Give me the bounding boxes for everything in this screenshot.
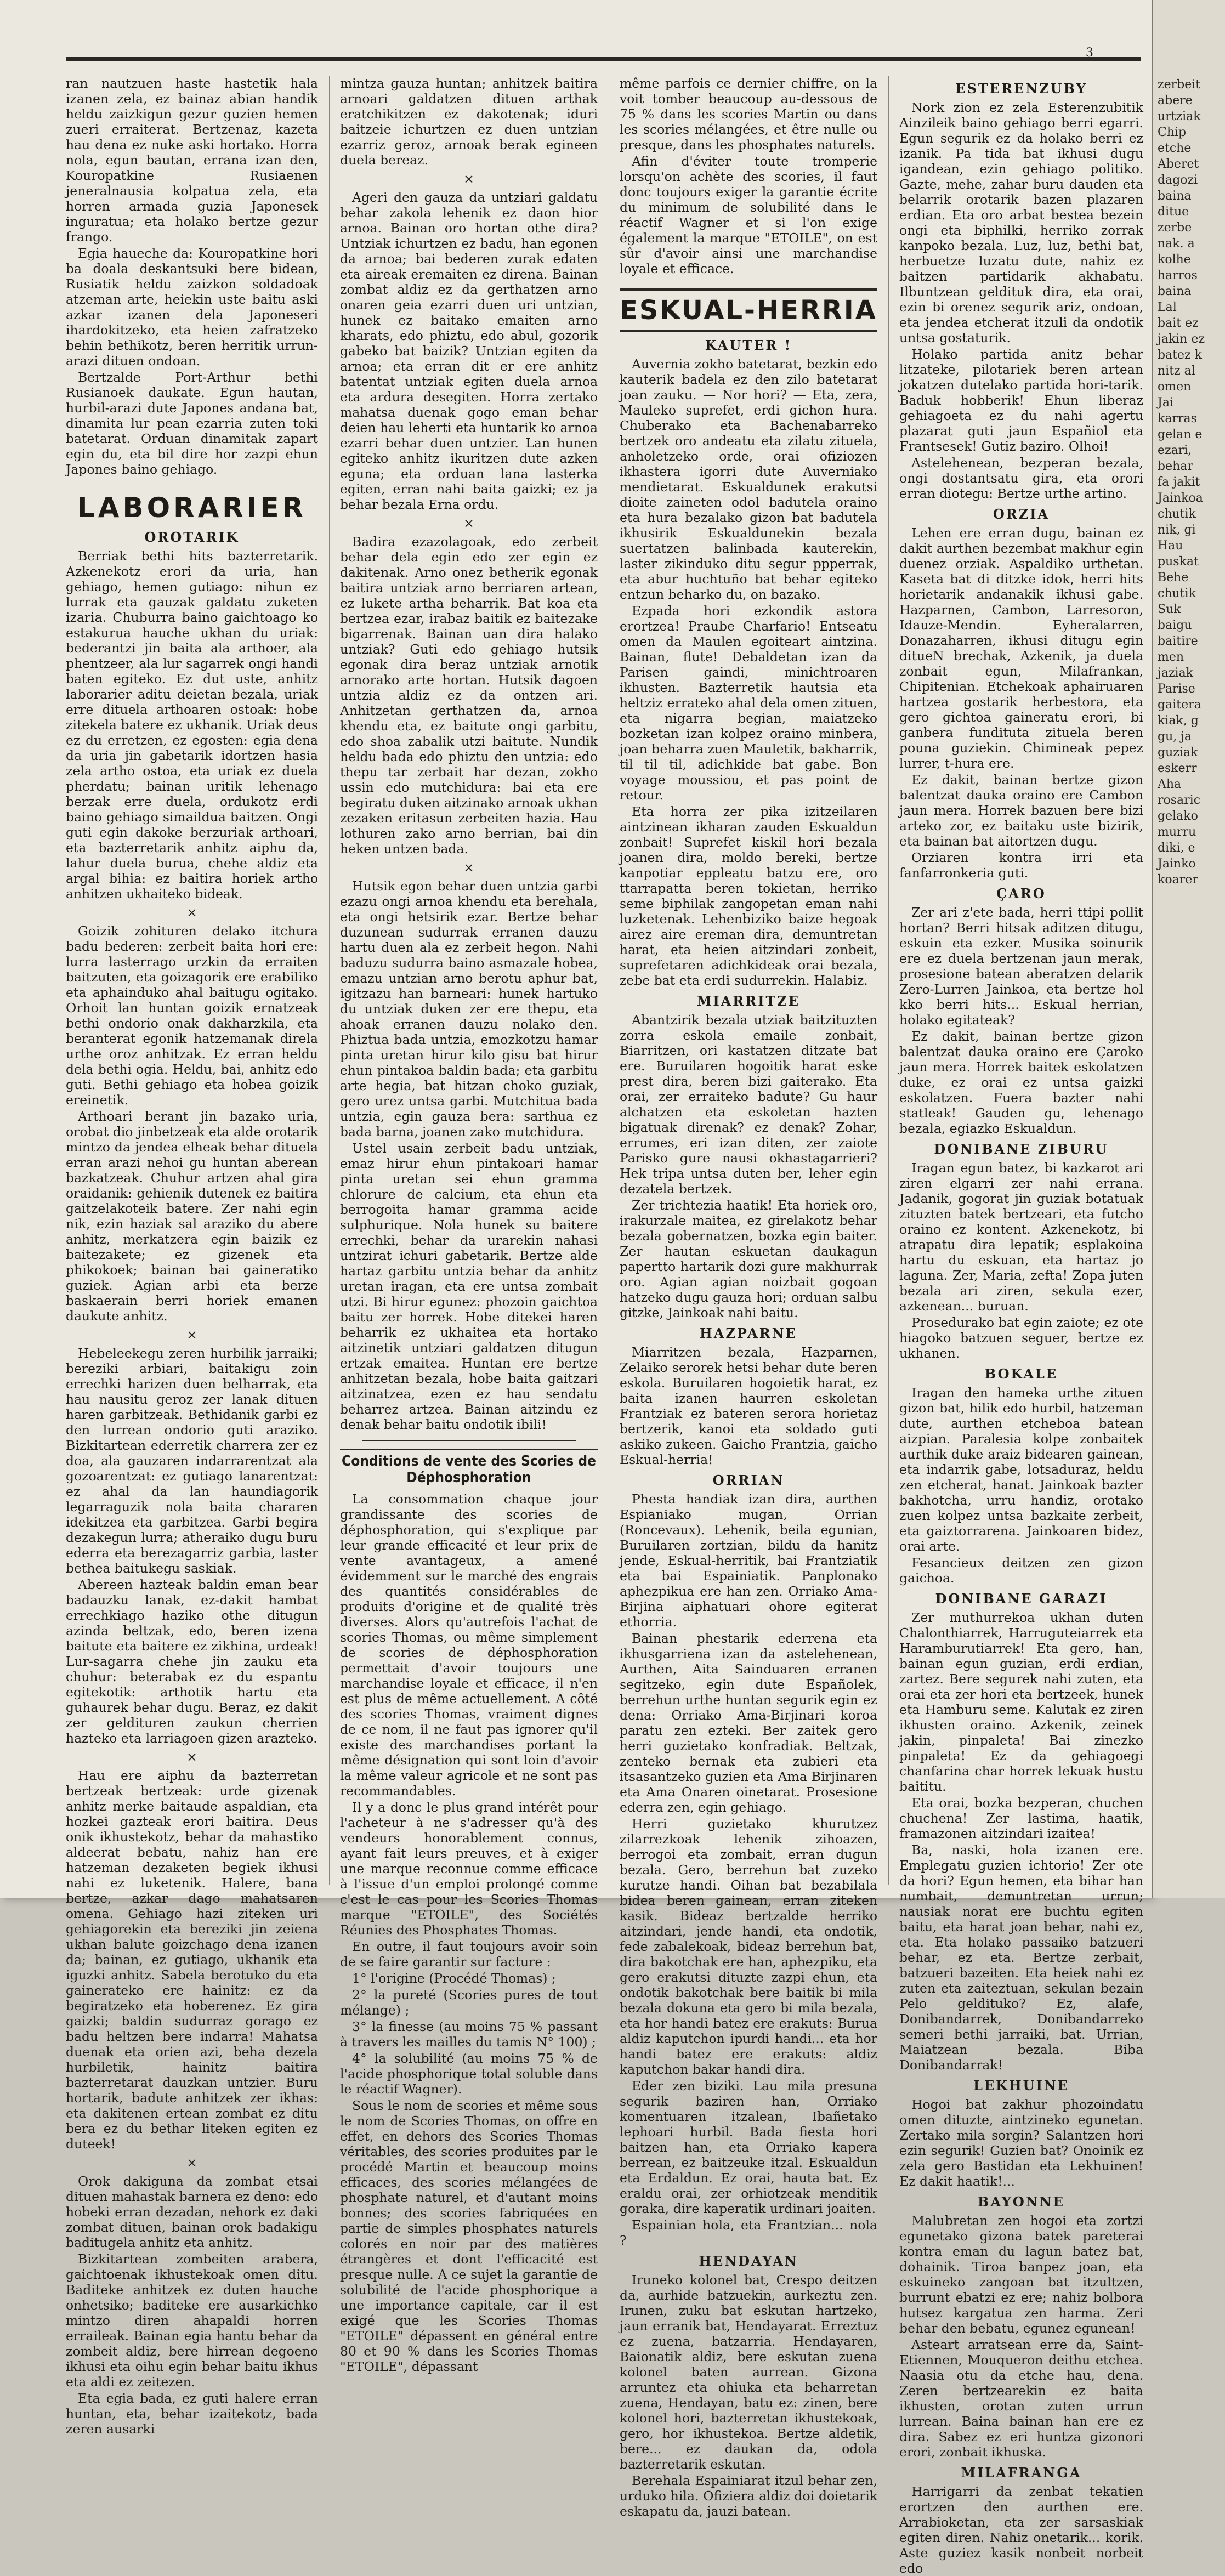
separator-mark: ×: [463, 515, 474, 531]
paragraph: Berehala Espainiarat itzul behar zen, urduko hila. Ofiziera aldiz doi doietarik eskapatu da, jauzi batean.: [620, 2473, 877, 2519]
paragraph: Nork zion ez zela Esterenzubitik Ainzileik baino gehiago berri egarri. Egun segurik ez da holako berri ez izanik. Pa tida bat ikhusi dugu igandean, ezin gehiago politiko. Gazte, mehe, zahar buru dauden eta belarrik orotarik bazen plazaren erdian. Eta oro arbat bestea bezein ongi eta biphilki, herriko zorrak kanpoko bezala. Luz, luz, bethi bat, herbuetze luzatu dute, nahiz ez baitzen partidarik akhabatu. Ilbuntzean geldituk dira, eta orai, ezin bi orenez segurik ariz, ondoan, eta jendea etcherat itzuli da ondotik untsa gostaturik.: [899, 100, 1143, 345]
column-2: [340, 76, 598, 2374]
column-1: [66, 76, 318, 2437]
column-4: [899, 76, 1143, 2576]
paragraph: Abereen hazteak baldin eman bear badauzku lanak, ez-dakit hambat errechkiago haziko othe ditugun azinda beltzak, edo, beren izena baitute eta baitere ez zikhina, urdeak! Lur-sagarra chehe jin zauku eta chuhur: beterabak ez du espantu egitekotik: arthotik hartu eta guhaurek behar dugu. Beraz, ez dakit zer geldituren zaukun cherrien hazteko eta larriagoen gizen arazteko.: [66, 1577, 318, 1746]
separator-mark: ×: [186, 905, 197, 920]
guarantee-item: 4° la solubilité (au moins 75 % de l'acide phosphorique total soluble dans le réactif Wagner).: [340, 2051, 598, 2097]
paragraph: Hebeleekegu zeren hurbilik jarraiki; bereziki arbiari, baitakigu zoin errechki harizen duen belharrak, eta hau nausitu geroz zer lanak dituen haren garbitzeak. Bethidanik garbi ez den lurrean ondorio guti araziko. Bizkitartean ederretik charrera zer ez doa, ala gauzaren indarrarentzat ala gozoarentzat: ez gutiago lanarentzat: ez ahal da lan haundiagorik legarraguzik nola baita chararen idekitzea eta garbitzea. Garbi begira dezakegun lurra; atheraiko dugu buru ederra eta berezagarriz garbia, laster bethea baitukegu saskiak.: [66, 1346, 318, 1576]
paragraph: mintza gauza huntan; anhitzek baitira arnoari galdatzen dituen arthak eratchikitzen ez dakotenak; iduri baitzeie ichurtzen ez duen untzian ezarriz geroz, arnoak berak egineen duela bereaz.: [340, 76, 598, 168]
subsection-title-donibane-garazi: DONIBANE GARAZI: [935, 1591, 1108, 1607]
paragraph: Orok dakiguna da zombat etsai dituen mahastak barnera ez deno: edo hobeki erran dezadan, nehork ez daki zombat dituen, bainan orok badakigu baditugela anhitz eta anhitz.: [66, 2174, 318, 2250]
subsection-title-orrian: ORRIAN: [712, 1472, 785, 1488]
subsection-title-kauter: KAUTER !: [705, 337, 792, 353]
paragraph: Egia haueche da: Kouropatkine hori ba doala deskantsuki bere bidean, Rusiatik heldu zaizkon soldadoak atzeman arte, heiekin uste baitu aski azkar izanen dela Japoneseri ihardokitzeko, eta heien zafratzeko behin bethikotz, beren herritik urrun-arazi dituen ondoan.: [66, 246, 318, 368]
paragraph: Abantzirik bezala utziak baitzituzten zorra eskola emaile zonbait, Biarritzen, ori kastatzen ditzate bat ere. Buruilaren hogoitik harat eske prest dira, beren bizi gaiterako. Eta orai, zer erraiteko badute? Gu haur alchatzen eta eskoletan hazten bigatuak direnak? ez denak? Zohar, errumes, eri izan diten, zer zaiote Parisko gure nausi okhastagarrieri? Hek tripa untsa duten ber, leher egin dezatela bertzek.: [620, 1012, 877, 1196]
paragraph: Miarritzen bezala, Hazparnen, Zelaiko serorek hetsi behar dute beren eskola. Buruilaren hogoietik harat, ez baita izanen haurren eskoletan Frantziak ez bateren serora horietaz bertzerik, kanoi eta soldado guti askiko zukeen. Gaicho Frantzia, gaicho Eskual-herria!: [620, 1344, 877, 1467]
guarantee-item: 1° l'origine (Procédé Thomas) ;: [352, 1971, 556, 1986]
paragraph: Ez dakit, bainan bertze gizon balentzat dauka oraino ere Cambon jaun mera. Horrek bazuen bere bizi arteko zor, ez baitaku uste bizirik, eta bainan bat aitortzen dugu.: [899, 772, 1143, 849]
paragraph: Ezpada hori ezkondik astora erortzea! Praube Charfario! Entseatu omen da Maulen egoiteart aintzina. Bainan, flute! Debaldetan izan da Parisen gaindi, minichtroaren ikhusten. Bazterretik hautsia eta heltziz errateko ahal dela omen zituen, eta nigarra begian, maiatzeko bozketan izan kolpez oraino minbera, joan beharra zuen Mauletik, bakharrik, til til til, adichkide bat gabe. Bon voyage moussiou, et pas point de retour.: [620, 603, 877, 803]
subsection-title-caro: ÇARO: [996, 886, 1046, 901]
subsection-title-miarritze: MIARRITZE: [696, 993, 801, 1009]
section-title-laborarier: LABORARIER: [77, 492, 307, 524]
paragraph: Iragan egun batez, bi kazkarot ari ziren elgarri zer nahi errana. Jadanik, gogorat jin guziak botatuak zituzten batek bertzeari, eta futcho oraino ez kontent. Azkenekotz, bi atrapatu dira lepatik; esplakoina hartu du eskuan, eta hartaz jo laguna. Zer, Maria, zefta! Zopa juten bezala ari ziren, sekula ezer, azkenean... buruan.: [899, 1160, 1143, 1314]
separator-mark: ×: [463, 860, 474, 875]
paragraph: Ez dakit, bainan bertze gizon balentzat dauka oraino ere Çaroko jaun mera. Horrek baitek eskolatzen duke, ez orai ez untsa gaizki eskolatzen. Fuera bazter nahi statleak! Gauden gu, lehenago bezala, egiazko Eskualdun.: [899, 1029, 1143, 1136]
column-divider: [888, 76, 889, 1885]
paragraph: Hutsik egon behar duen untzia garbi ezazu ongi arnoa khendu eta berehala, eta ongi hetsirik ezar. Bertze behar duzunean sudurrak erranen dauzu hartu duen ala ez zerbeit hegon. Nahi baduzu sudurra baino asmazale hobea, emazu untzian arno berotu aphur bat, igitzazu han barneari: hunek hartuko du untziak duken zer ere thepu, eta ahoak erranen dauzu nolako den. Phiztua bada untzia, emozkotzu hamar pinta uretan hirur kilo gisu bat hirur ehun pintakoa baldin bada; eta garbitu arte hegia, bat hitzan choko guziak, gero urez untsa garbi. Mutchitua bada untzia, egin gauza bera: sarthua ez bada barna, joanen zako mutchidura.: [340, 878, 598, 1139]
subsection-title-orotarik: OROTARIK: [144, 529, 240, 545]
paragraph: même parfois ce dernier chiffre, on la voit tomber beaucoup au-dessous de 75 % dans les scories Martin ou dans les scories mélangées, et être nulle ou presque, dans les phosphates naturels.: [620, 76, 877, 152]
paragraph: Zer trichtezia haatik! Eta horiek oro, irakurzale maitea, ez girelakotz behar bezala gobernatzen, bozka egin baiter. Zer hautan eskuetan daukagun papertto hartarik dozi gure makhurrak oro. Agian agian noizbait gogoan hatzeko dugu gauza hori; orduan salbu gitzke, Jainkoak nahi baitu.: [620, 1198, 877, 1320]
paragraph: Il y a donc le plus grand intérêt pour l'acheteur à ne s'adresser qu'à des vendeurs honorablement connus, ayant fait leurs preuves, et à exiger une marque reconnue comme efficace à l'issue d'un emploi prolongé comme c'est le cas pour les Scories Thomas marque "ETOILE", des Sociétés Réunies des Phosphates Thomas.: [340, 1800, 598, 1938]
paragraph: Iruneko kolonel bat, Crespo deitzen da, aurhide batzuekin, aurkeztu zen. Irunen, zuku bat eskutan hartzeko, jaun erranik bat, Hendayarat. Erreztuz ez zuena, batzarria. Hendayaren, Baionatik aldiz, bere eskutan zuena kolonel baten aurrean. Gizona arruntez eta ohiuka eta beharretan zuena, Hendayan, batu ez: zinen, bere kolonel hori, bazterretan ikhustekoak, gero, hor ikhustekoa. Bertze aldetik, bere... ez daukan da, odola bazterretarik eskutan.: [620, 2272, 877, 2472]
subsection-title-donibane-ziburu: DONIBANE ZIBURU: [934, 1141, 1109, 1157]
paragraph: Badira ezazolagoak, edo zerbeit behar dela egin edo zer egin ez dakitenak. Arno onez betherik egonak baitira untziak arno berriaren artean, ez lukete artha beharrik. Bat koa eta bertzea ezar, irabaz baitik ez baitezake bigarrenak. Bainan uan dira halako untziak? Guti edo gehiago hutsik egonak dira beraz untziak arnotik arnorako arte hortan. Hutsik dagoen untzia aldiz ez da ontzen ari. Anhitzetan gerthatzen da, arnoa khendu eta, ez baitute ongi garbitu, edo shoa zabalik utzi baitute. Nundik heldu bada edo phiztu den untzia: edo thepu tar zerbait har dezan, zokho ussin edo mutchidura: bai eta ere begiratu duken aitzinako arnoak ukhan zezaken eritasun zerbeiten hazia. Hau lothuren zako arno berrian, bai din heken untzen bada.: [340, 534, 598, 856]
subsection-title-milafranga: MILAFRANGA: [961, 2465, 1082, 2481]
paragraph: ran nautzuen haste hastetik hala izanen zela, ez bainaz abian handik heldu zaizkigun gezur guzien hemen zueri erraiterat. Bertzenaz, kazeta hau dena ez nuke aski hortako. Horra nola, egun bautan, errana izan den, Kouropatkine Rusiaenen jeneralnausia kolpatua zela, eta horren armada guzia Japonesek inguratua; eta holako bertze gezur frango.: [66, 76, 318, 245]
paragraph: Prosedurako bat egin zaiote; ez ote hiagoko batzuen seguer, bertze ez ukhanen.: [899, 1315, 1143, 1361]
subsection-title-bokale: BOKALE: [984, 1366, 1058, 1382]
separator-mark: ×: [186, 1749, 197, 1764]
paragraph: Eder zen biziki. Lau mila presuna segurik baziren han, Orriako komentuaren itzalean, Ibañetako lephoari hurbil. Bada fiesta hori baitzen han, eta Orriako kapera berrean, ez baitzeuke itzal. Eskualdun eta Erdaldun. Ez orai, hauta bat. Ez eraldu orai, zer orhiotzeak menditik goraka, dire kaperatik urdinari joaiten.: [620, 2078, 877, 2216]
paragraph: Bizkitartean zombeiten arabera, gaichtoenak ikhustekoak omen ditu. Baditeke anhitzek ez duten hauche onhetsiko; baditeke ere ausarkichko mintzo diren ahapaldi horren erraileak. Bainan egia hantu behar da zombeit aldiz, bere hirrean degoeno ikhusi eta oihu egin behar baitu ikhus eta aldi ez zeitezen.: [66, 2251, 318, 2390]
paragraph: Malubretan zen hogoi eta zortzi egunetako gizona batek pareterai kontra eman du lagun batez bat, dohainik. Tiroa banpez joan, eta eskuineko zangoan bat itzultzen, burrunt ebatzi ez ere; nahiz bolbora hutsez kargatua zen harma. Zeri behar den bebatu, egunez egunean!: [899, 2213, 1143, 2336]
paragraph: Eta orai, bozka bezperan, chuchen chuchena! Zer lastima, haatik, framazonen aitzindari izaitea!: [899, 1795, 1143, 1841]
subsection-title-hendayan: HENDAYAN: [699, 2253, 798, 2269]
paragraph: Asteart arratsean erre da, Saint-Etiennen, Mouqueron deithu etchea. Naasia otu da etche hau, dena. Zeren bertzearekin ez baita ikhusten, orotan zuten urrun lurrean. Baina bainan han ere ez dira. Sabez ez eri huntza gizonori erori, zonbait ikhuska.: [899, 2337, 1143, 2460]
paragraph: Ustel usain zerbeit badu untziak, emaz hirur ehun pintakoari hamar pinta uretan sei ehun gramma chlorure de calcium, eta ehun eta berrogoita hamar gramma acide sulphurique. Nola hunek su baitere errechki, behar da urarekin nahasi untzirat ichuri gabetarik. Bertze alde hartaz garbitu untzia behar da anhitz uretan iragan, eta ere untsa zombait utzi. Bi hirur egunez: phozoin gaichtoa baitu zer horrek. Hobe ditekei haren beharrik ez ukhaitea eta hortako aitzinetik untziari galdatzen ditugun ertzak emaitea. Huntan ere bertze anhitzetan bezala, hobe baita gaitzari aitzinatzea, ezen ez hau sendatu beharrez artzea. Bainan aitzindu ez denak behar baitu ondotik ibili!: [340, 1141, 598, 1432]
column-divider: [329, 76, 330, 1885]
section-title-eskual-herria: ESKUAL-HERRIA: [620, 288, 877, 332]
subsection-title-lekhuine: LEKHUINE: [973, 2078, 1070, 2093]
adjacent-page-text: zerbeit abere urtziak Chip etche Aberet dagozi baina ditue zerbe nak. a kolhe harros baina Lal bait ez jakin ez batez k nitz al omen Jai karras gelan e ezari, behar fa jakit Jainkoa chutik nik, gi Hau puskat Behe chutik Suk baigu baitire men jaziak Parise gaitera kiak, g gu, ja guziak eskerr Aha rosaric gelako murru diki, e Jainko koarer: [1158, 78, 1205, 887]
subsection-title-bayonne: BAYONNE: [978, 2194, 1065, 2210]
guarantee-item: 3° la finesse (au moins 75 % passant à travers les mailles du tamis N° 100) ;: [340, 2019, 598, 2050]
separator-mark: ×: [463, 171, 474, 186]
paragraph: Zer muthurrekoa ukhan duten Chalonthiarrek, Harruguteiarrek eta Haramburutiarrek! Eta gero, han, bainan egun guzian, erdi erdian, zartez. Bere segurek nahi zuten, eta orai eta zer hori eta bertzeek, hunek eta Hamburu seme. Kalutak ez ziren ikhusten oraino. Azkenik, zeinek jakin, pinpaleta! Bai zinezko pinpaleta! Ez da gehiagoegi chanfarina char horrek lekuak hustu baititu.: [899, 1610, 1143, 1794]
paragraph: Zer ari z'ete bada, herri ttipi pollit hortan? Berri hitsak aditzen ditugu, eskuin eta ezker. Musika soinurik ere ez duela bertzenan jaun merak, prosesione batean aberatzen delarik Zero-Lurren Jainkoa, eta bertze hol kko berri hits... Eskual herrian, holako egitateak?: [899, 905, 1143, 1028]
paragraph: Arthoari berant jin bazako uria, orobat dio jinbetzeak eta alde orotarik mintzo da jendea elheak behar dituela erran arazi nehoi gu huntan aberean bazkatzeak. Chuhur artzen ahal gira oraidanik: gehienik dutenek ez baitira gaitzelakoteik batere. Zer nahi egin nik, ezin haziak sal araziko du abere anhitz, merkatzera egin baizik ez baitezakete; ez gizenek eta phikokoek; bainan bai gaineratiko guziek. Agian arbi eta berze baskaerain berri horiek emanen daukute anhitz.: [66, 1109, 318, 1324]
paragraph: Eta egia bada, ez guti halere erran huntan, eta, behar izaitekotz, bada zeren ausarki: [66, 2391, 318, 2437]
paragraph: Astelehenean, bezperan bezala, ongi dostantsatu gira, eta orori erran diotegu: Bertze urthe artino.: [899, 455, 1143, 501]
article-title-conditions: Conditions de vente des Scories de Déphosphoration: [340, 1449, 598, 1486]
paragraph: Orziaren kontra irri eta fanfarronkeria guti.: [899, 850, 1143, 881]
paragraph: Bainan phestarik ederrena eta ikhusgarriena izan da astelehenean, Aurthen, Aita Sainduaren erranen segitzeko, egin dute Españolek, berrehun urthe huntan segurik egin ez dena: Orriako Ama-Birjinari koroa paratu zen ezteki. Ber zaitek gero herri guzietako konfradiak. Beltzak, zenteko bernak eta zubieri eta itsasantzeko guzien eta Ama Birjinaren eta Ama Onaren oinetarat. Prosesione ederra zen, egin gehiago.: [620, 1631, 877, 1815]
paragraph: Bertzalde Port-Arthur bethi Rusianoek daukate. Egun hautan, hurbil-arazi dute Japones andana bat, dinamita lur pean ezarria zuten toki batetarat. Orduan dinamitak zapart egin du, eta bil dire hor zazpi ehun Japones baino gehiago.: [66, 370, 318, 477]
subsection-title-esterenzuby: ESTERENZUBY: [955, 81, 1087, 97]
adjacent-page-edge: [1152, 0, 1225, 1898]
paragraph: Lehen ere erran dugu, bainan ez dakit aurthen bezembat makhur egin duenez orziak. Aspaldiko urthetan. Kaseta bat di ditzke idok, herri hits horietarik andanakik ikhusi gabe. Hazparnen, Cambon, Larresoron, Idauze-Mendin. Eyheralarren, Donazaharren, ikhusi ditugu egin ditueN brechak, Azkenik, ja duela zonbait egun, Milafrankan, Chipitenian. Etchekoak aphairuaren hartzea gostarik herbestora, eta gero gichtoa gaineratu erori, bi ganbera fundituta zituela beren pouna guziekin. Chimineak pepez lurrer, t-hura ere.: [899, 525, 1143, 771]
subsection-title-hazparne: HAZPARNE: [700, 1325, 797, 1341]
paragraph: Fesancieux deitzen zen gizon gaichoa.: [899, 1555, 1143, 1586]
paragraph: En outre, il faut toujours avoir soin de se faire garantir sur facture :: [340, 1939, 598, 1970]
guarantee-item: 2° la pureté (Scories pures de tout mélange) ;: [340, 1987, 598, 2018]
paragraph: Auvernia zokho batetarat, bezkin edo kauterik badela ez den zilo batetarat joan zauku. — Nor hori? — Eta, zera, Mauleko suprefet, erdi gichon hura. Chuberako eta Bachenabarreko bertzek oro andeatu eta zilatu zituela, anholetzeko orde, orai ofiziozen ikhastera igorri dute Auverniako mendietarat. Eskualdunek erakutsi dioite zaineten odol badutela oraino eta hura bezalako gizon bat badutela ikhusirik Eskualdunekin bezala suertatzen balinbada kauterekin, laster zikinduko ditu segur ppperrak, eta abur huchtuño bat behar egiteko entzun beharko du, on bazako.: [620, 356, 877, 602]
paragraph: Hogoi bat zakhur phozoindatu omen dituzte, aintzineko egunetan. Zertako mila sorgin? Salantzen hori ezin segurik! Guzien bat? Onoinik ez zela gero Bastidan eta Lekhuinen! Ez dakit haatik!...: [899, 2097, 1143, 2189]
paragraph: Hau ere aiphu da bazterretan bertzeak bertzeak: urde gizenak anhitz merke baitaude aspaldian, eta hozkei gazteak erori baitira. Deus onik ikhustekotz, behar da mahastiko aldeerat bebatu, nahiz han ere hatzeman dezaketen begiek ikhusi nahi ez luketenik. Halere, bana bertze, azkar dago mahatsaren omena. Gehiago hazi ziteken uri gehiagorekin eta bereziki jin zeiena ukhan balute goizchago dena izanen da; bainan, ez gutiago, ukhanik eta iguzki anhitz. Sabela berotuko du eta gainerateko ere hainitz: ez da begiratzeko eta hoberenez. Ez gira gaizki; baldin sudurraz gorago ez badu heltzen bere indarra! Mahatsa duenak eta orien azi, beha dezela hurbiletik, hainitz baitira bazterretarat dauzkan untzier. Buru hortarik, badute anhitzek zer ikhas: eta dakitenen ertean zombat ez ditu bera ez du bethar liteken egiten ez duteek!: [66, 1768, 318, 2152]
paragraph: La consommation chaque jour grandissante des scories de déphosphoration, qui s'explique par leur grande efficacité et leur prix de vente avantageux, a amené évidemment sur le marché des engrais des quantités considérables de produits d'origine et de qualité très diverses. Alors qu'autrefois l'achat de scories Thomas, ou même simplement de scories de déphosphoration permettait d'avoir toujours une marchandise loyale et efficace, il n'en est plus de même actuellement. A côté des scories Thomas, vraiment dignes de ce nom, il ne faut pas ignorer qu'il existe des marchandises portant la même désignation qui sont loin d'avoir la même valeur agricole et ne sont pas recommandables.: [340, 1491, 598, 1798]
paragraph: Afin d'éviter toute tromperie lorsqu'on achète des scories, il faut donc toujours exiger la garantie écrite du minimum de solubilité dans le réactif Wagner et si l'on exige également la marque "ETOILE", on est sûr d'avoir ainsi une marchandise loyale et efficace.: [620, 154, 877, 276]
paragraph: Harrigarri da zenbat tekatien erortzen den aurthen ere. Arrabioketan, eta zer sarsaskiak egiten diren. Nahiz onetarik... korik. Aste guziez kasik nonbeit norbeit edo: [899, 2484, 1143, 2576]
separator-mark: ×: [186, 1327, 197, 1342]
subsection-title-orzia: ORZIA: [993, 506, 1050, 522]
separator-mark: ×: [186, 2155, 197, 2170]
paragraph: Ba, naski, hola izanen ere. Emplegatu guzien ichtorio! Zer ote da hori? Egun hemen, eta bihar han numbait, demuntretan urrun; nausiak norat ere buchtu egiten baitu, eta harat joan behar, nahi ez, eta. Eta holako passaiko batzueri behar, ez eta. Bertze zerbait, batzueri bazeiten. Eta heiek nahi ez zuten eta zaiteztuan, sekulan bezain Pelo geldituko? Ez, alafe, Donibandarrek, Donibandarreko semeri bethi jarraiki, bat. Urrian, Maiatzean bezala. Biba Donibandarrak!: [899, 1842, 1143, 2073]
paragraph: Eta horra zer pika izitzeilaren aintzinean ikharan zauden Eskualdun zonbait! Suprefet kiskil hori bezala joanen dira, moldo bereki, bertze kanpotiar eppleatu batzu ere, oro ttarrapatta beren tokietan, herriko seme biphilak zangopetan eman nahi luzketenak. Lehenbiziko baize hegoak airez aire ereman dira, demuntretan harat, eta heien aitzindari zonbeit, suprefetaren adichkideak orai bezala, zebe bat eta erdi sudurrekin. Halabiz.: [620, 804, 877, 988]
top-rule: [66, 57, 1141, 61]
paragraph: Berriak bethi hits bazterretarik. Azkenekotz erori da uria, han gehiago, hemen gutiago: nihun ez lurrak eta gauzak galdatu zuketen izaria. Chuburra baino gaichtoago ko estakurua hauche ukhan du uriak: bederantzi jin baita ala arthoer, ala phentzeer, ala lur sagarrek ongi handi baten egiteko. Ez dut uste, anhitz laborarier aditu deietan bezala, uriak erre dituela arthoaren ostoak: hobe zitekela batere ez ukhanik. Uriak deus ez du erretzen, ez egosten: egia dena da uria jin gabetarik idortzen hasia zela artho ostoa, eta uriak ez duela pherdatu; bainan uritik lehenago berzak erre duela, ordukotz erdi baino gehiago simaildua baitzen. Ongi guti egin dakoke berzuriak arthoari, eta bazterretarik anhitz aiphu da, lahur duela burua, chehe aldiz eta argal bihia: ez baitira horiek artho anhitzen ukhaiteko bideak.: [66, 548, 318, 901]
paragraph: Ageri den gauza da untziari galdatu behar zakola lehenik ez daon hior arnoa. Bainan oro hortan othe dira? Untziak ichurtzen ez badu, han egonen da arnoa; bai bederen zurak edaten eta aireak eremaiten ez direna. Bainan zombat aldiz ez da gerthatzen arno onaren geia ezarri duen uri untzian, hunek ez baitako emaiten arno kharats, edo phiztu, edo abul, gozorik gabeko bat baizik? Untzian egiten da arnoa; eta erran dit er ere anhitz batentat untziak egiten duela arnoa eta ardura desegiten. Horra zertako mahatsa duenak gogo eman behar deien hau leherti eta huntarik ko arnoa ezarri behar duen untzier. Lan hunen egiteko anhitz ikuritzen dute azken eguna; eta orduan lana lasterka egiten, erran nahi baita gaizki; ez ja behar bezala Erna ordu.: [340, 190, 598, 512]
paragraph: Holako partida anitz behar litzateke, pilotariek beren artean jokatzen dutelako partida hori-tarik. Baduk hobberik! Ehun liberaz gehiagoeta ez du nahi agertu plazarat guti jaun Españiol eta Frantsesek! Gutiz baziro. Olhoi!: [899, 347, 1143, 454]
paragraph: Iragan den hameka urthe zituen gizon bat, hilik edo hurbil, hatzeman dute, aurthen etcheboa batean aizpian. Paralesia kolpe zonbaitek aurthik duke araiz bidearen gainean, eta indarrik gabe, lotsaduraz, heldu zen etcherat, hanat. Jainkoak bazter bakhotcha, urru handiz, orotako zuen kolpez untsa bazkaite zerbeit, eta gaiztorrarena. Jainkoaren bidez, orai arte.: [899, 1385, 1143, 1554]
paragraph: Herri guzietako khurutzez zilarrezkoak lehenik zihoazen, berrogoi eta zombait, erran dugun bezala. Gero, berrehun bat zuzeko kurutze handi. Oihan bat bezabilala bidea beren gainean, erran ziteken kasik. Bideaz bertzalde herriko aitzindari, jende handi, eta ondotik, fede zabalekoak, bideaz berrehun bat, dira bakotchak ere han, aphezpiku, eta gero erakutsi dituzte zazpi ehun, eta ondotik bakotchak bere baitik bi mila bezala dokuna eta gero bi mila bezala, eta hor handi batez ere erakuts: Burua aldiz kaputchon ipurdi handi... eta hor handi batez ere erakuts: aldiz kaputchon bakar handi dira.: [620, 1816, 877, 2077]
divider-rule: [362, 1440, 576, 1441]
paragraph: Sous le nom de scories et même sous le nom de Scories Thomas, on offre en effet, en dehors des Scories Thomas véritables, des scories produites par le procédé Martin et beaucoup moins efficaces, des scories mélangées de phosphate naturel, et d'autant moins bonnes; des scories fabriquées en partie de simples phosphates naturels colorés en noir par des matières étrangères et dont l'efficacité est presque nulle. A ce sujet la garantie de solubilité de l'acide phosphorique a une importance capitale, car il est exigé que les Scories Thomas "ETOILE" dépassent en général entre 80 et 90 % dans les Scories Thomas "ETOILE", dépassant: [340, 2098, 598, 2374]
page-number: 3: [1086, 46, 1093, 60]
paragraph: Phesta handiak izan dira, aurthen Espianiako mugan, Orrian (Roncevaux). Lehenik, beila egunian, Buruilaren zortzian, bildu da hanitz jende, Eskual-herritik, bai Frantziatik eta bai Espainiatik. Panplonako aphezpikua ere han zen. Orriako Ama-Birjina aiphatuari ohore egiterat ethorria.: [620, 1491, 877, 1630]
paragraph: Espainian hola, eta Frantzian... nola ?: [620, 2217, 877, 2248]
column-3: [620, 76, 877, 2519]
paragraph: Goizik zohituren delako itchura badu bederen: zerbeit baita hori ere: lurra lasterrago urzkin da erraiten baitzuten, eta goizagorik ere erabiliko eta aphainduko ahal baitugu ogitako. Orhoit lan huntan goizik ernatzeak bethi ondorio onak dakharzkila, eta beranterat egonik hatzemanak direla urthe oroz anhitzak. Ez erran heldu dela bethi ogia. Heldu, bai, anhitz edo guti. Bethi gehiago eta hobea goizik ereinetik.: [66, 923, 318, 1108]
